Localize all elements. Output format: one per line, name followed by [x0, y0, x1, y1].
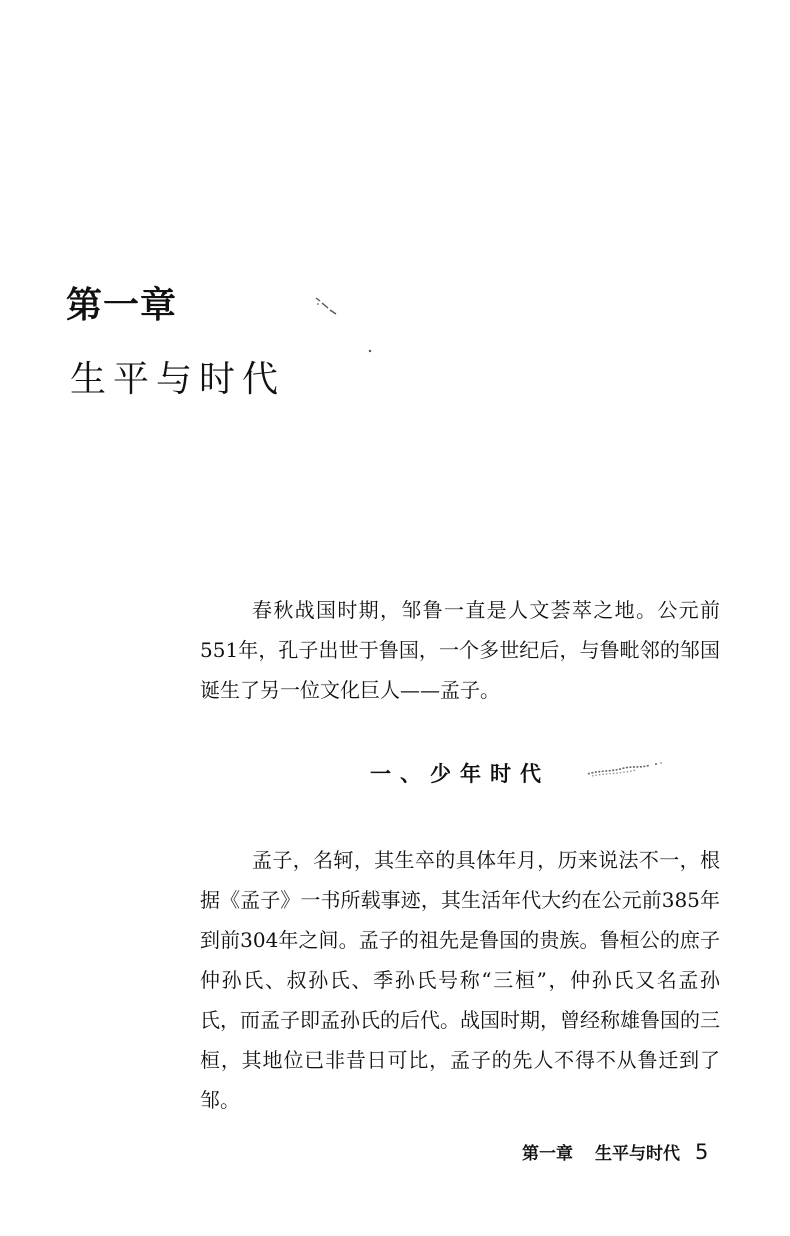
- chapter-title: 生平与时代: [70, 359, 286, 400]
- scan-speck-dot: [366, 348, 374, 354]
- intro-paragraph: 春秋战国时期，邹鲁一直是人文荟萃之地。公元前551年，孔子出世于鲁国，一个多世纪后，与鲁毗邻的邹国诞生了另一位文化巨人——孟子。: [200, 598, 720, 702]
- scan-smudge-mark: [586, 758, 666, 782]
- footer-title-label: 生平与时代: [595, 1144, 680, 1164]
- scan-speck-mark: [312, 294, 340, 318]
- chapter-number: 第一章: [66, 285, 178, 326]
- body-paragraph: 孟子，名轲，其生卒的具体年月，历来说法不一，根据《孟子》一书所载事迹，其生活年代大约在公元前385年到前304年之间。孟子的祖先是鲁国的贵族。鲁桓公的庶子仲孙氏、叔孙氏、季孙氏号称“三桓”，仲孙氏又名孟孙氏，而孟子即孟孙氏的后代。战国时期，曾经称雄鲁国的三桓，其地位已非昔日可比，孟子的先人不得不从鲁迁到了邹。: [200, 848, 720, 1112]
- section-heading: 一、少年时代: [370, 762, 550, 786]
- running-footer: [522, 1142, 680, 1166]
- page-number: 5: [695, 1140, 709, 1164]
- footer-chapter-label: 第一章: [522, 1144, 573, 1164]
